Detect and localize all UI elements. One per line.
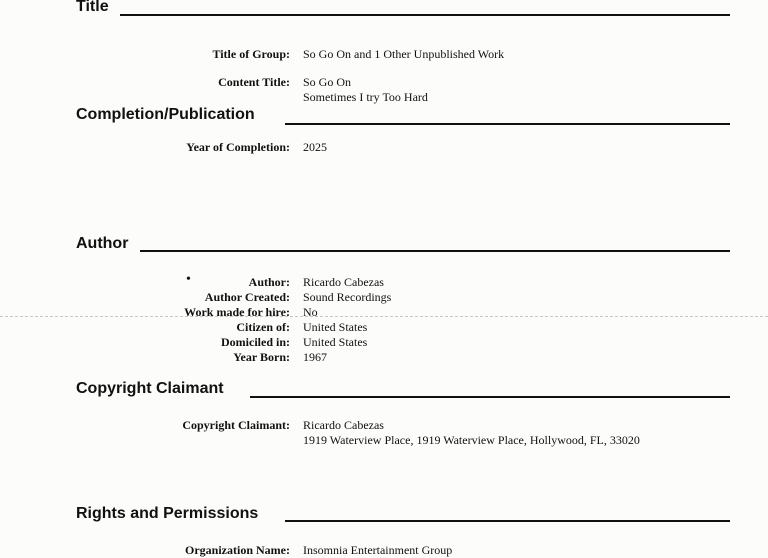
author-label: Author: xyxy=(248,275,290,289)
copyright-claimant-address: 1919 Waterview Place, 1919 Waterview Place, Hollywood, FL, 33020 xyxy=(303,433,640,447)
section-heading-title: Title xyxy=(76,0,109,15)
paper-fold-line xyxy=(0,316,768,317)
copyright-claimant-name: Ricardo Cabezas xyxy=(303,418,384,432)
section-rule-title xyxy=(120,14,730,16)
section-rule-claimant xyxy=(250,396,730,398)
title-of-group-label: Title of Group: xyxy=(212,47,290,61)
content-title-value-1: So Go On xyxy=(303,75,352,89)
section-heading-author: Author xyxy=(76,235,129,252)
author-bullet: • xyxy=(186,272,191,287)
section-rule-rights xyxy=(285,520,730,522)
author-created-value: Sound Recordings xyxy=(303,290,392,304)
section-heading-claimant: Copyright Claimant xyxy=(76,380,224,397)
citizen-of-label: Citizen of: xyxy=(236,320,290,334)
work-for-hire-value: No xyxy=(303,305,318,319)
author-created-label: Author Created: xyxy=(204,290,290,304)
domiciled-in-value: United States xyxy=(303,335,368,349)
section-rule-completion xyxy=(285,123,730,125)
citizen-of-value: United States xyxy=(303,320,368,334)
year-born-label: Year Born: xyxy=(233,350,290,364)
year-born-value: 1967 xyxy=(303,350,327,364)
content-title-label: Content Title: xyxy=(218,75,290,89)
author-value: Ricardo Cabezas xyxy=(303,275,384,289)
section-heading-rights: Rights and Permissions xyxy=(76,505,259,522)
organization-name-value: Insomnia Entertainment Group xyxy=(303,543,453,557)
content-title-value-2: Sometimes I try Too Hard xyxy=(303,90,428,104)
section-heading-completion: Completion/Publication xyxy=(76,106,255,123)
copyright-claimant-label: Copyright Claimant: xyxy=(182,418,290,432)
domiciled-in-label: Domiciled in: xyxy=(221,335,290,349)
title-of-group-value: So Go On and 1 Other Unpublished Work xyxy=(303,47,505,61)
section-rule-author xyxy=(140,250,730,252)
organization-name-label: Organization Name: xyxy=(185,543,290,557)
year-of-completion-value: 2025 xyxy=(303,140,327,154)
work-for-hire-label: Work made for hire: xyxy=(184,305,290,319)
year-of-completion-label: Year of Completion: xyxy=(186,140,290,154)
